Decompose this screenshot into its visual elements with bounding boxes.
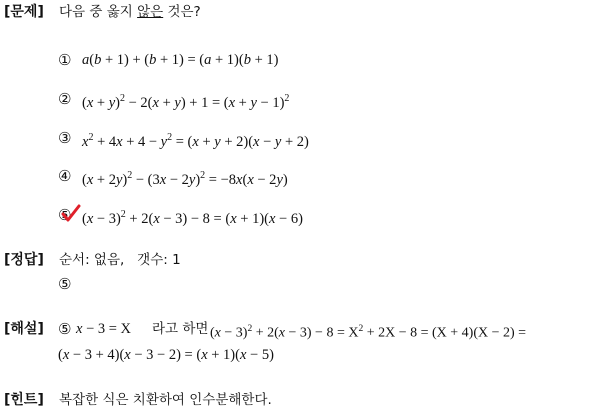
explanation-line2: (x − 3 + 4)(x − 3 − 2) = (x + 1)(x − 5) (58, 347, 274, 363)
answer-value: ⑤ (58, 275, 72, 293)
hint-tag: [힌트] (4, 392, 44, 408)
option-5-number: ⑤ (58, 206, 72, 224)
option-3-expression: $x^2 + 4x + 4 - y^2 = (x + y + 2)(x - y + 2)$ (82, 132, 309, 150)
question-prompt (59, 3, 201, 21)
option-2-number: ② (58, 90, 72, 108)
option-1-number: ① (58, 51, 72, 69)
option-2-expression: $(x + y)^2 - 2(x + y) + 1 = (x + y - 1)^2$ (82, 93, 290, 111)
answer-tag: [정답] (4, 252, 44, 268)
option-3-number: ③ (58, 129, 72, 147)
option-4-number: ④ (58, 167, 72, 185)
check-mark-icon (61, 203, 81, 223)
explanation-substitution-text: 라고 하면 (152, 321, 209, 337)
explanation-line1: $(x - 3)^2 + 2(x - 3) - 8 = X^2 + 2X - 8 = (X + 4)(X - 2)$ = (210, 324, 527, 341)
question-prompt-before: 다음 중 옳지 (59, 4, 138, 20)
question-prompt-emphasis: 않은 (137, 4, 164, 20)
explanation-substitution: x − 3 = X (76, 321, 132, 337)
answer-line: 순서: 없음, 갯수: 1 (59, 252, 181, 268)
option-1-expression: a(b + 1) + (b + 1) = (a + 1)(b + 1) (82, 52, 279, 68)
explanation-number: ⑤ (58, 320, 72, 338)
question-prompt-after: 것은? (163, 4, 201, 20)
option-4-expression: $(x + 2y)^2 - (3x - 2y)^2 = -8x(x - 2y)$ (82, 170, 288, 188)
option-5-expression: $(x - 3)^2 + 2(x - 3) - 8 = (x + 1)(x - 6)$ (82, 209, 303, 227)
explanation-tag: [해설] (4, 321, 44, 337)
question-tag: [문제] (4, 4, 44, 20)
hint-text: 복잡한 식은 치환하여 인수분해한다. (59, 392, 272, 408)
